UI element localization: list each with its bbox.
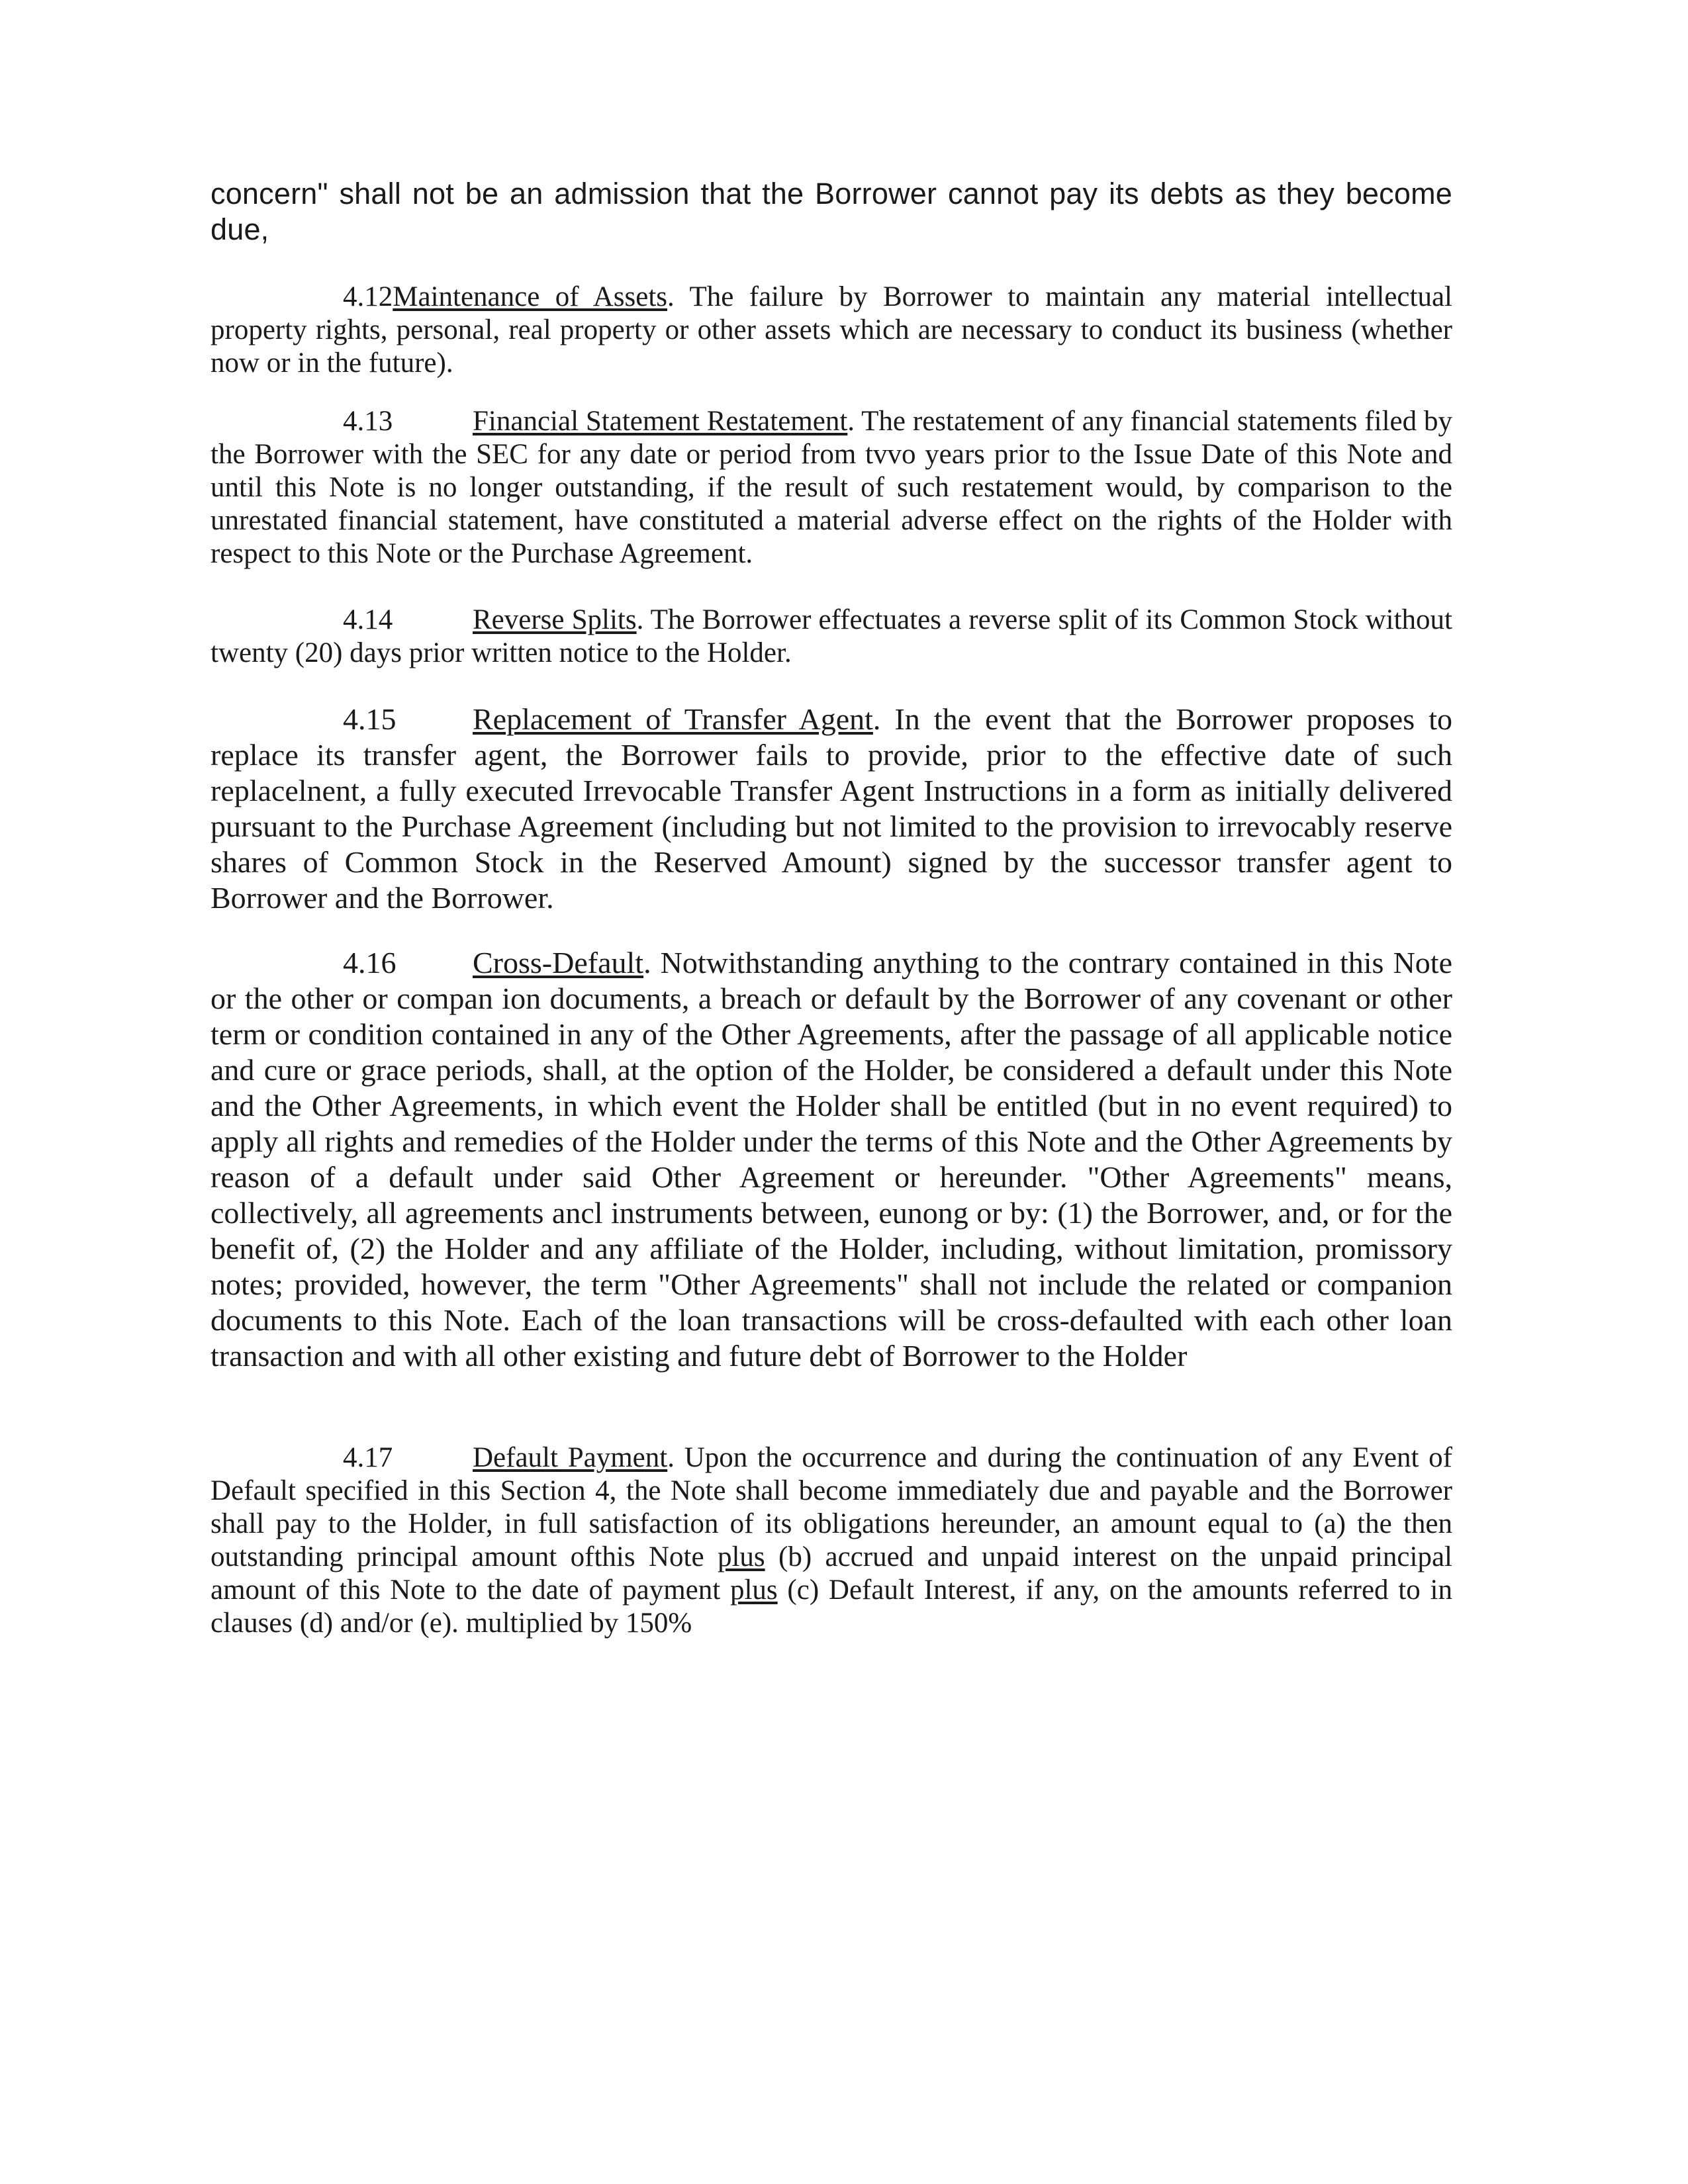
section-4-12	[211, 281, 1452, 380]
section-4-17	[211, 1441, 1452, 1640]
plus-term-2: plus	[729, 1574, 778, 1606]
section-heading: Cross-Default	[473, 946, 644, 979]
section-number: 4.15	[343, 702, 397, 736]
section-body: . The restatement of any financial statements filed by the Borrower with the SEC for any date or period from tvvo years prior to the Issue Date of this Note and until this Note is no longer outstanding, if the result of such restatement would, by comparison to the unrestated financial statement, have constituted a material adverse effect on the rights of the Holder with respect to this Note or the Purchase Agreement.	[211, 406, 1453, 569]
plus-term-1: plus	[717, 1541, 765, 1572]
section-number: 4.16	[343, 946, 397, 979]
section-body: . The Borrower effectuates a reverse split of its Common Stock without twenty (20) days prior written notice to the Holder.	[211, 604, 1452, 668]
section-body: . Notwithstanding anything to the contrary contained in this Note or the other or compan ion documents, a breach or default by the Borrower of any covenant or other term or condition contained in any of the Other Agreements, after the passage of all applicable notice and cure or grace periods, shall, at the option of the Holder, be considered a default under this Note and the Other Agreements, in which event the Holder shall be entitled (but in no event required) to apply all rights and remedies of the Holder under the terms of this Note and the Other Agreements by reason of a default under said Other Agreement or hereunder. "Other Agreements" means, collectively, all agreements ancl instruments between, eunong or by: (1) the Borrower, and, or for the benefit of, (2) the Holder and any affiliate of the Holder, including, without limitation, promissory notes; provided, however, the term "Other Agreements" shall not include the related or companion documents to this Note. Each of the loan transactions will be cross-defaulted with each other loan transaction and with all other existing and future debt of Borrower to the Holder	[211, 946, 1452, 1373]
section-heading: Replacement of Transfer Agent	[473, 702, 873, 736]
intro-paragraph	[211, 176, 1452, 248]
section-body-part-a: . Upon the occurrence and during the continuation of any Event of Default specified in this Section 4, the Note shall become immediately due and payable and the Borrower shall pay to the Holder, in full satisfaction of its obligations hereunder, an amount equal to (a) the then outstanding principal amount ofthis Note	[211, 1442, 1453, 1572]
section-body-part-c: (c) Default Interest, if any, on the amounts referred to in clauses (d) and/or (e). multiplied by 150%	[211, 1574, 1452, 1639]
section-4-16	[211, 945, 1452, 1374]
section-4-14	[211, 604, 1452, 670]
section-number: 4.13	[343, 406, 393, 437]
section-body: . In the event that the Borrower proposes to replace its transfer agent, the Borrower fails to provide, prior to the effective date of such replacelnent, a fully executed Irrevocable Transfer Agent Instructions in a form as initially delivered pursuant to the Purchase Agreement (including but not limited to the provision to irrevocably reserve shares of Common Stock in the Reserved Amount) signed by the successor transfer agent to Borrower and the Borrower.	[211, 702, 1452, 915]
section-number: 4.12	[343, 281, 393, 312]
section-heading: Reverse Splits	[473, 604, 637, 635]
section-heading: Maintenance of Assets	[393, 281, 667, 312]
section-number: 4.17	[343, 1442, 393, 1473]
section-number: 4.14	[343, 604, 393, 635]
section-4-13	[211, 405, 1452, 570]
section-heading: Default Payment	[473, 1442, 668, 1473]
section-body-part-b: (b) accrued and unpaid interest on the unpaid principal amount of this Note to the date of payment	[211, 1541, 1452, 1606]
section-body: . The failure by Borrower to maintain any material intellectual property rights, personal, real property or other assets which are necessary to conduct its business (whether now or in the future).	[211, 281, 1452, 379]
intro-text: concern" shall not be an admission that the Borrower cannot pay its debts as they become due,	[211, 177, 1452, 246]
section-heading: Financial Statement Restatement	[473, 406, 848, 437]
section-4-15	[211, 702, 1452, 916]
